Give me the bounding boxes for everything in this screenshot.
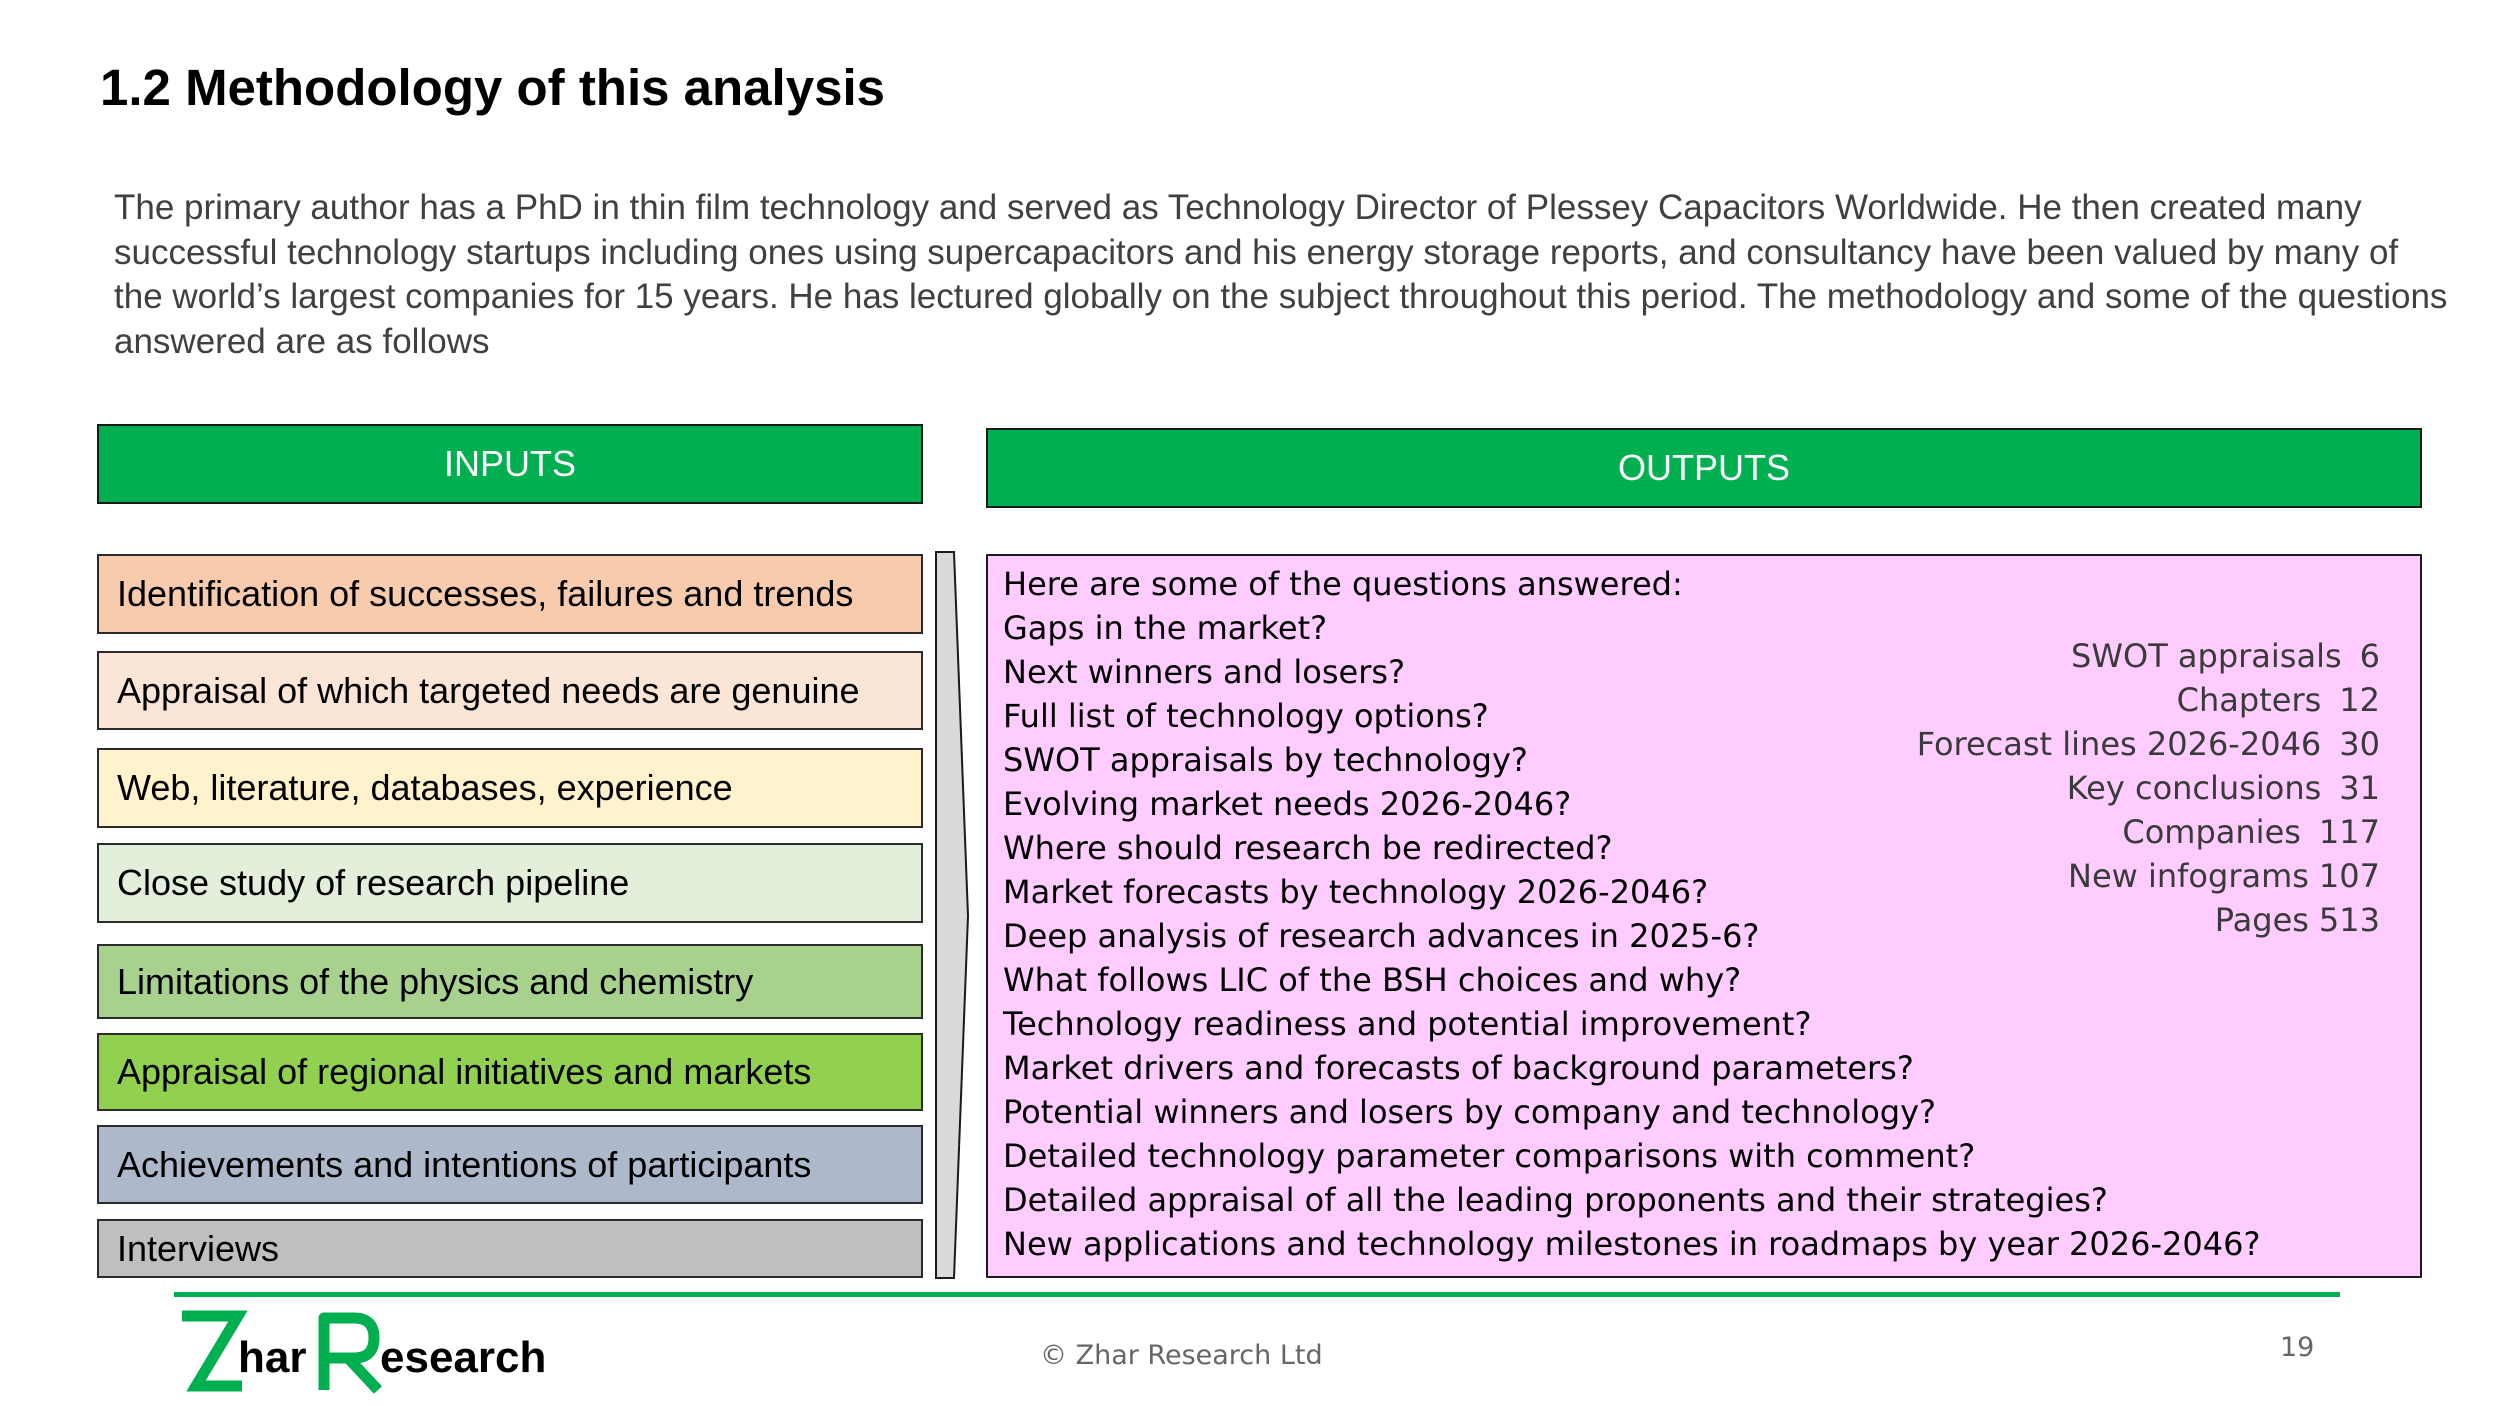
stat-row: [1680, 810, 2380, 854]
stat-label: Companies: [2122, 813, 2301, 851]
stat-label: New infograms: [2068, 857, 2309, 895]
stat-row: [1680, 722, 2380, 766]
chevron-arrow-icon: [934, 550, 974, 1282]
question-item: Market forecasts by technology 2026-2046?: [1003, 873, 1709, 911]
stat-row: [1680, 678, 2380, 722]
page-title: 1.2 Methodology of this analysis: [100, 59, 885, 116]
svg-text:har: har: [238, 1333, 307, 1382]
input-item: Web, literature, databases, experience: [97, 748, 923, 828]
report-stats: [1680, 634, 2380, 942]
intro-paragraph: The primary author has a PhD in thin film technology and served as Technology Director of Plessey Capacitors Worldwide. He then created many successful technology startups including ones using supercapacitors and his energy storage reports, and consultancy have been valued by many of the world’s largest companies for 15 years. He has lectured globally on the subject throughout this period. The methodology and some of the questions answered are as follows: [114, 188, 2448, 361]
question-item: Detailed appraisal of all the leading proponents and their strategies?: [1003, 1181, 2108, 1219]
stat-label: Forecast lines 2026-2046: [1916, 725, 2322, 763]
stat-row: [1680, 634, 2380, 678]
input-item: Appraisal of regional initiatives and markets: [97, 1033, 923, 1111]
stat-row: [1680, 854, 2380, 898]
question-item: Where should research be redirected?: [1003, 829, 1613, 867]
svg-text:esearch: esearch: [380, 1333, 547, 1382]
input-item: Close study of research pipeline: [97, 843, 923, 923]
question-item: Deep analysis of research advances in 2025-6?: [1003, 917, 1760, 955]
page-number: 19: [2280, 1332, 2315, 1363]
input-item: Limitations of the physics and chemistry: [97, 944, 923, 1019]
question-item: Evolving market needs 2026-2046?: [1003, 785, 1572, 823]
stat-row: [1680, 898, 2380, 942]
copyright-text: © Zhar Research Ltd: [1040, 1340, 1323, 1371]
question-item: Potential winners and losers by company and technology?: [1003, 1093, 1936, 1131]
question-item: Next winners and losers?: [1003, 653, 1406, 691]
question-item: SWOT appraisals by technology?: [1003, 741, 1528, 779]
inputs-header: INPUTS: [97, 424, 923, 504]
input-item: Achievements and intentions of participants: [97, 1125, 923, 1204]
stat-label: Key conclusions: [2066, 769, 2322, 807]
questions-intro: Here are some of the questions answered:: [1003, 565, 1683, 603]
input-item: Identification of successes, failures and trends: [97, 554, 923, 634]
stat-value: 6: [2359, 637, 2380, 675]
question-item: What follows LIC of the BSH choices and why?: [1003, 961, 1742, 999]
footer-divider: [174, 1292, 2340, 1297]
zhar-research-logo: [176, 1308, 556, 1398]
stat-value: 30: [2339, 725, 2380, 763]
stat-value: 513: [2318, 901, 2380, 939]
stat-value: 31: [2339, 769, 2380, 807]
stat-row: [1680, 766, 2380, 810]
stat-label: Pages: [2214, 901, 2309, 939]
stat-label: SWOT appraisals: [2071, 637, 2342, 675]
stat-label: Chapters: [2176, 681, 2322, 719]
question-item: Gaps in the market?: [1003, 609, 1328, 647]
question-item: Full list of technology options?: [1003, 697, 1489, 735]
question-item: Technology readiness and potential improvement?: [1003, 1005, 1812, 1043]
stat-value: 12: [2339, 681, 2380, 719]
stat-value: 107: [2318, 857, 2380, 895]
question-item: Detailed technology parameter comparisons with comment?: [1003, 1137, 1976, 1175]
outputs-header: OUTPUTS: [986, 428, 2422, 508]
input-item: Appraisal of which targeted needs are genuine: [97, 651, 923, 730]
question-item: Market drivers and forecasts of background parameters?: [1003, 1049, 1914, 1087]
stat-value: 117: [2318, 813, 2380, 851]
input-item: Interviews: [97, 1219, 923, 1278]
question-item: New applications and technology milestones in roadmaps by year 2026-2046?: [1003, 1225, 2261, 1263]
